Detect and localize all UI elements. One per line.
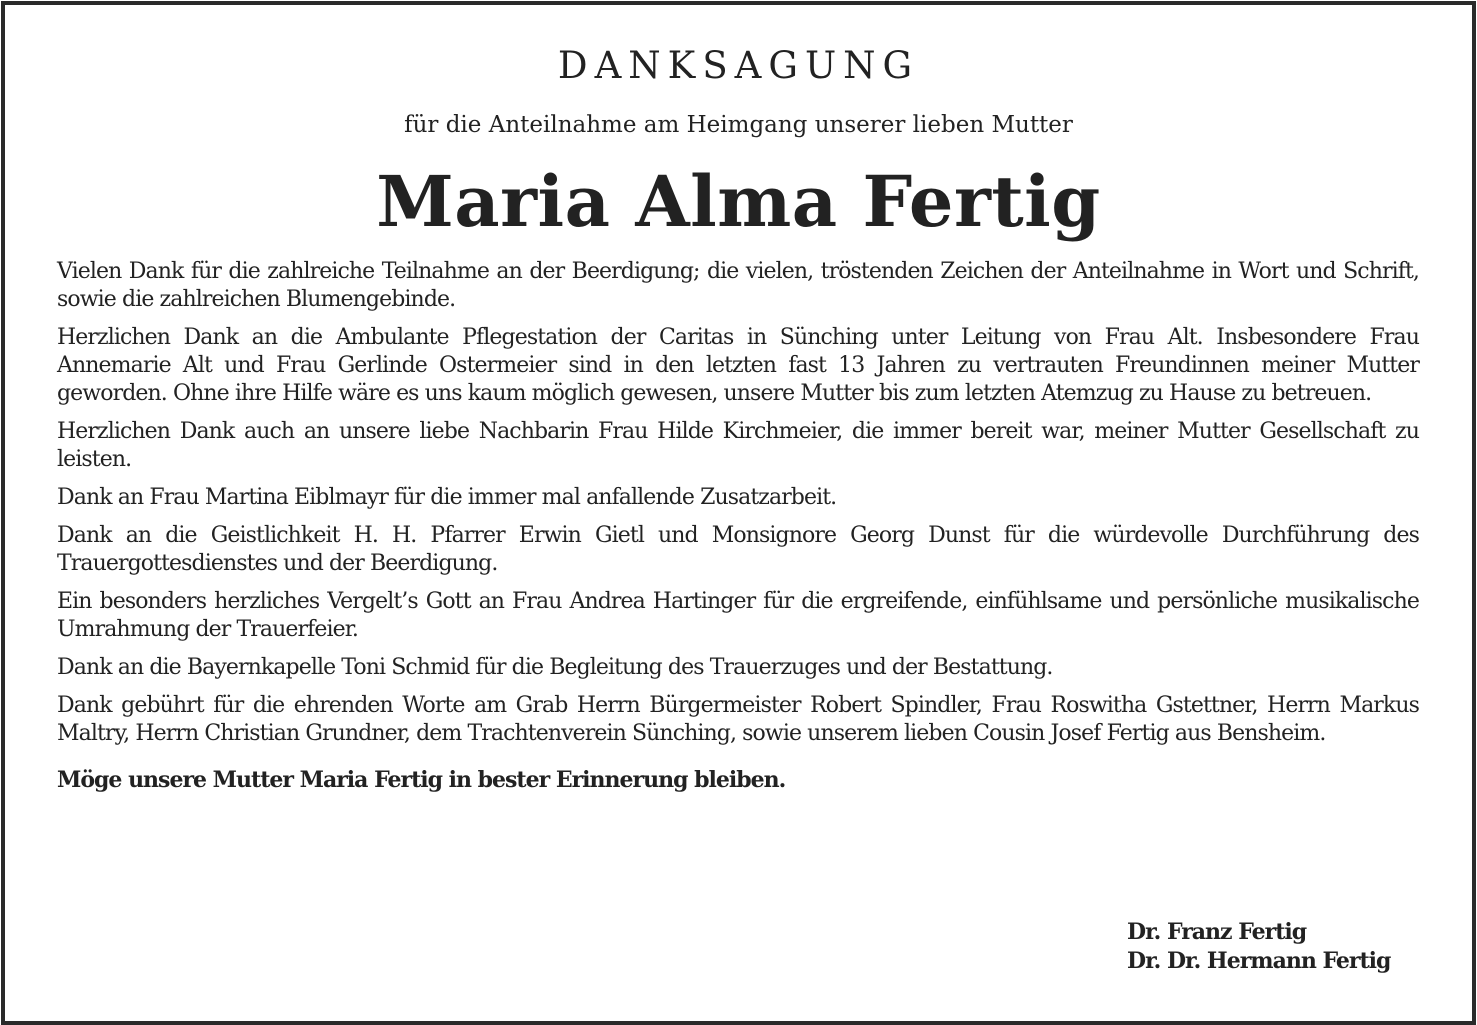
notice-subtitle: für die Anteilnahme am Heimgang unserer lieben Mutter [404,112,1073,138]
notice-title: DANKSAGUNG [557,44,920,87]
paragraph-caritas-thanks: Herzlichen Dank an die Ambulante Pflegestation der Caritas in Sünching unter Leitung von Frau Alt. Insbesondere Frau Annemarie Alt und Frau Gerlinde Ostermeier sind in den letzten fast 13 Jahren zu vertrauten Freundinnen meiner Mutter geworden. Ohne ihre Hilfe wäre es uns kaum möglich gewesen, unsere Mutter bis zum letzten Atemzug zu Hause zu betreuen. [57,325,1419,406]
deceased-name: Maria Alma Fertig [376,160,1101,243]
paragraph-assistant-thanks: Dank an Frau Martina Eiblmayr für die immer mal anfallende Zusatzarbeit. [57,485,837,510]
signature-name: Dr. Franz Fertig [1127,919,1307,945]
paragraph-band-thanks: Dank an die Bayernkapelle Toni Schmid für die Begleitung des Trauerzuges und der Bestattung. [57,655,1053,680]
paragraph-clergy-thanks: Dank an die Geistlichkeit H. H. Pfarrer Erwin Gietl und Monsignore Georg Dunst für die würdevolle Durchführung des Trauergottesdienstes und der Beerdigung. [57,523,1419,576]
closing-line: Möge unsere Mutter Maria Fertig in bester Erinnerung bleiben. [57,767,786,793]
paragraph-speakers-thanks: Dank gebührt für die ehrenden Worte am Grab Herrn Bürgermeister Robert Spindler, Frau Roswitha Gstettner, Herrn Markus Maltry, Herrn Christian Grundner, dem Trachtenverein Sünching, sowie unserem lieben Cousin Josef Fertig aus Bensheim. [57,693,1419,746]
signature-block [1127,918,1457,976]
paragraph-neighbor-thanks: Herzlichen Dank auch an unsere liebe Nachbarin Frau Hilde Kirchmeier, die immer bereit war, meiner Mutter Gesellschaft zu leisten. [57,419,1419,472]
paragraph-funeral-thanks: Vielen Dank für die zahlreiche Teilnahme an der Beerdigung; die vielen, tröstenden Zeichen der Anteilnahme in Wort und Schrift, sowie die zahlreichen Blumengebinde. [57,259,1419,312]
notice-body [57,258,1419,804]
signature-name: Dr. Dr. Hermann Fertig [1127,948,1391,974]
paragraph-music-thanks: Ein besonders herzliches Vergelt’s Gott an Frau Andrea Hartinger für die ergreifende, einfühlsame und persönliche musikalische Umrahmung der Trauerfeier. [57,589,1419,642]
